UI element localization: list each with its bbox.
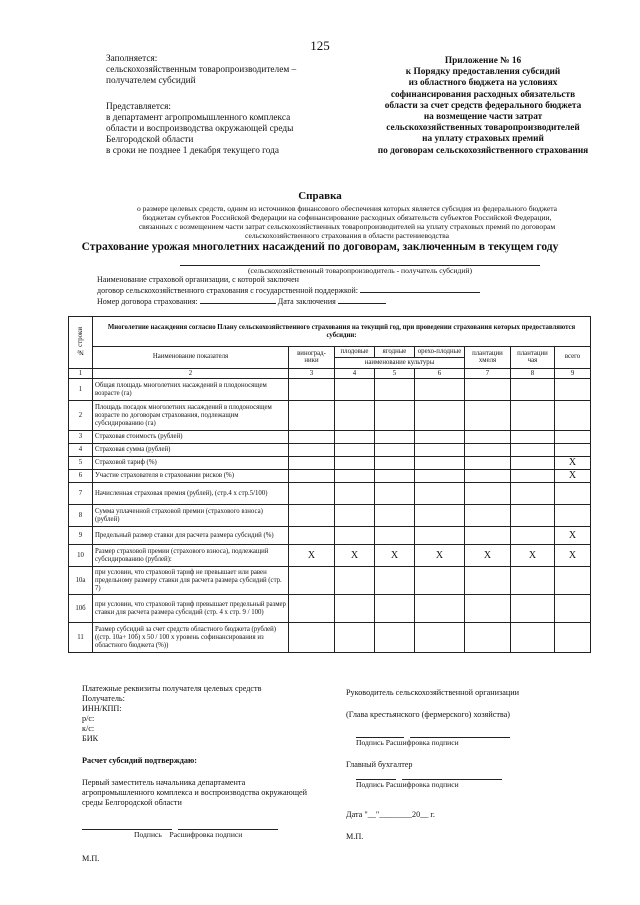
col-hops: плантации хмеля bbox=[465, 347, 511, 369]
table-row bbox=[69, 483, 591, 505]
official-decode-line[interactable] bbox=[178, 820, 278, 830]
table-row bbox=[69, 595, 591, 623]
table-row bbox=[69, 431, 591, 444]
bottom-left-block bbox=[82, 684, 322, 864]
row-number: 7 bbox=[69, 483, 93, 505]
date-field[interactable]: Дата "__"________20__ г. bbox=[346, 810, 435, 819]
value-cell[interactable] bbox=[289, 401, 335, 431]
filled-label: Заполняется: bbox=[106, 54, 158, 64]
value-cell[interactable] bbox=[511, 595, 555, 623]
value-cell[interactable] bbox=[511, 444, 555, 457]
filled-line: получателем субсидий bbox=[106, 76, 196, 87]
appendix-line: Приложение № 16 bbox=[444, 56, 522, 66]
page-number: 125 bbox=[310, 38, 330, 53]
table-row bbox=[69, 444, 591, 457]
row-number-header: № строки bbox=[69, 317, 93, 369]
column-number: 8 bbox=[511, 368, 555, 379]
value-cell[interactable] bbox=[335, 483, 375, 505]
insurer-label-cont: договор сельскохозяйственного страхования с государственной поддержкой: bbox=[97, 286, 359, 295]
value-cell[interactable] bbox=[465, 457, 511, 470]
excluded-cell: X bbox=[289, 545, 335, 567]
row-label: Общая площадь многолетних насаждений в плодоносящем возрасте (га) bbox=[93, 379, 289, 401]
value-cell[interactable] bbox=[465, 401, 511, 431]
value-cell[interactable] bbox=[335, 595, 375, 623]
table-row bbox=[69, 623, 591, 653]
subsidy-table bbox=[68, 316, 591, 653]
value-cell[interactable] bbox=[335, 567, 375, 595]
value-cell[interactable] bbox=[375, 567, 415, 595]
insurer-label: Наименование страховой организации, с которой заключен bbox=[97, 275, 299, 284]
row-number: 11 bbox=[69, 623, 93, 653]
document-subtitle bbox=[92, 204, 602, 240]
col-berry: ягодные bbox=[375, 347, 415, 358]
insurer-fill-line[interactable] bbox=[360, 285, 480, 293]
value-cell[interactable] bbox=[415, 457, 465, 470]
subtitle-line: бюджетам субъектов Российской Федерации на софинансирование расходных обязательств субъектов Российской Федерации, bbox=[142, 213, 552, 222]
bottom-right-block bbox=[346, 688, 596, 842]
col-nut: орехо-плодные bbox=[415, 347, 465, 358]
row-number: 9 bbox=[69, 527, 93, 545]
value-cell[interactable] bbox=[555, 595, 591, 623]
row-label: Размер страховой премии (страхового взноса), подлежащий субсидированию (рублей): bbox=[93, 545, 289, 567]
stamp-place: М.П. bbox=[82, 854, 100, 863]
value-cell[interactable] bbox=[335, 401, 375, 431]
value-cell[interactable] bbox=[289, 595, 335, 623]
confirm-label: Расчет субсидий подтверждаю: bbox=[82, 756, 197, 765]
contract-number-fill[interactable] bbox=[200, 296, 276, 304]
row-label: Страховая сумма (рублей) bbox=[93, 444, 289, 457]
value-cell[interactable] bbox=[375, 457, 415, 470]
rs-label: р/с: bbox=[82, 714, 95, 723]
column-number: 3 bbox=[289, 368, 335, 379]
value-cell[interactable] bbox=[375, 401, 415, 431]
row-number: 3 bbox=[69, 431, 93, 444]
head-title: Руководитель сельскохозяйственной организации bbox=[346, 688, 520, 697]
value-cell[interactable] bbox=[465, 595, 511, 623]
contract-fields bbox=[97, 275, 567, 307]
row-label: Начисленная страховая премия (рублей), (стр.4 х стр.5/100) bbox=[93, 483, 289, 505]
subtitle-line: связанных с возмещением части затрат сельскохозяйственных товаропроизводителей на уплату страховых премий по договорам bbox=[138, 222, 556, 231]
value-cell[interactable] bbox=[289, 470, 335, 483]
value-cell[interactable] bbox=[335, 457, 375, 470]
contract-date-fill[interactable] bbox=[338, 296, 386, 304]
appendix-line: на уплату страховых премий bbox=[422, 134, 544, 145]
excluded-cell: X bbox=[465, 545, 511, 567]
value-cell[interactable] bbox=[375, 527, 415, 545]
inn-label: ИНН/КПП: bbox=[82, 704, 122, 713]
value-cell[interactable] bbox=[415, 444, 465, 457]
value-cell[interactable] bbox=[511, 470, 555, 483]
column-number: 7 bbox=[465, 368, 511, 379]
table-row bbox=[69, 505, 591, 527]
document-title: Справка bbox=[298, 190, 342, 202]
head-sign-caption: Подпись Расшифровка подписи bbox=[356, 738, 459, 747]
excluded-cell: X bbox=[511, 545, 555, 567]
value-cell[interactable] bbox=[511, 401, 555, 431]
value-cell[interactable] bbox=[415, 401, 465, 431]
value-cell[interactable] bbox=[511, 623, 555, 653]
head-decode-line[interactable] bbox=[410, 728, 510, 738]
crops-caption: наименование культуры bbox=[335, 357, 465, 368]
value-cell[interactable] bbox=[415, 379, 465, 401]
accountant-label: Главный бухгалтер bbox=[346, 760, 413, 769]
value-cell[interactable] bbox=[555, 431, 591, 444]
official-title: Первый заместитель начальника департамента bbox=[82, 778, 246, 787]
value-cell[interactable] bbox=[335, 623, 375, 653]
value-cell[interactable] bbox=[511, 483, 555, 505]
appendix-line: к Порядку предоставления субсидий bbox=[405, 67, 561, 78]
contract-date-label: Дата заключения bbox=[277, 297, 336, 306]
ks-label: к/с: bbox=[82, 724, 95, 733]
row-label: при условии, что страховой тариф превышает предельный размер ставки для расчета размера субсидий (стр. 4 х стр. 9 / 100) bbox=[93, 595, 289, 623]
filled-line: сельскохозяйственным товаропроизводителем – bbox=[106, 65, 297, 76]
official-title: среды Белгородской области bbox=[82, 798, 182, 807]
value-cell[interactable] bbox=[375, 505, 415, 527]
value-cell[interactable] bbox=[375, 444, 415, 457]
value-cell[interactable] bbox=[289, 623, 335, 653]
row-number: 10 bbox=[69, 545, 93, 567]
appendix-block bbox=[352, 56, 614, 157]
value-cell[interactable] bbox=[335, 379, 375, 401]
recipient-caption: (сельскохозяйственный товаропроизводитель - получатель субсидий) bbox=[247, 266, 472, 275]
value-cell[interactable] bbox=[415, 505, 465, 527]
accountant-sign-caption: Подпись Расшифровка подписи bbox=[356, 780, 459, 789]
column-number: 9 bbox=[555, 368, 591, 379]
value-cell[interactable] bbox=[415, 595, 465, 623]
row-label: Участие страхователя в страховании рисков (%) bbox=[93, 470, 289, 483]
row-number: 10а bbox=[69, 567, 93, 595]
value-cell[interactable] bbox=[465, 379, 511, 401]
value-cell[interactable] bbox=[375, 483, 415, 505]
section-heading: Страхование урожая многолетних насаждений по договорам, заключенным в текущем году bbox=[81, 241, 559, 253]
table-row bbox=[69, 527, 591, 545]
value-cell[interactable] bbox=[465, 444, 511, 457]
row-label: Размер субсидий за счет средств областного бюджета (рублей) ((стр. 10а+ 10б) х 50 / 100 х уровень софинансирования из областного бюджета (%)) bbox=[93, 623, 289, 653]
appendix-line: из областного бюджета на условиях bbox=[408, 78, 558, 89]
excluded-cell: X bbox=[335, 545, 375, 567]
value-cell[interactable] bbox=[289, 567, 335, 595]
appendix-line: на возмещение части затрат bbox=[423, 112, 543, 123]
bik-label: БИК bbox=[82, 734, 99, 743]
subtitle-line: о размере целевых средств, одним из источников финансового обеспечения которых является субсидия из федерального бюджета bbox=[136, 204, 558, 213]
column-number: 1 bbox=[69, 368, 93, 379]
value-cell[interactable] bbox=[555, 623, 591, 653]
value-cell[interactable] bbox=[289, 483, 335, 505]
value-cell[interactable] bbox=[555, 379, 591, 401]
official-signature-line[interactable] bbox=[82, 820, 172, 830]
official-title: агропромышленного комплекса и воспроизводства окружающей bbox=[82, 788, 308, 797]
sign-caption: Подпись bbox=[134, 830, 162, 839]
row-label: Площадь посадок многолетних насаждений в плодоносящем возрасте по договорам страхования, подлежащим субсидированию (га) bbox=[93, 401, 289, 431]
submitted-line: в департамент агропромышленного комплекса bbox=[106, 112, 291, 123]
value-cell[interactable] bbox=[289, 505, 335, 527]
value-cell[interactable] bbox=[465, 567, 511, 595]
submitted-line: области и воспроизводства окружающей среды bbox=[106, 124, 294, 135]
accountant-decode-line[interactable] bbox=[402, 770, 502, 780]
value-cell[interactable] bbox=[511, 527, 555, 545]
table-row bbox=[69, 401, 591, 431]
excluded-cell: X bbox=[555, 457, 591, 470]
value-cell[interactable] bbox=[415, 527, 465, 545]
row-number: 2 bbox=[69, 401, 93, 431]
value-cell[interactable] bbox=[465, 483, 511, 505]
column-number: 4 bbox=[335, 368, 375, 379]
value-cell[interactable] bbox=[555, 444, 591, 457]
value-cell[interactable] bbox=[335, 505, 375, 527]
value-cell[interactable] bbox=[289, 527, 335, 545]
submitted-label: Представляется: bbox=[106, 101, 171, 112]
value-cell[interactable] bbox=[415, 567, 465, 595]
column-number: 2 bbox=[93, 368, 289, 379]
row-number: 1 bbox=[69, 379, 93, 401]
value-cell[interactable] bbox=[415, 623, 465, 653]
table-row bbox=[69, 567, 591, 595]
stamp-place: М.П. bbox=[346, 832, 364, 841]
value-cell[interactable] bbox=[375, 431, 415, 444]
table-row bbox=[69, 545, 591, 567]
recipient-label: Получатель: bbox=[82, 694, 125, 703]
row-label: при условии, что страховой тариф не превышает или равен предельному размеру ставки для расчета размера субсидий (стр. 7) bbox=[93, 567, 289, 595]
value-cell[interactable] bbox=[289, 379, 335, 401]
col-vineyards: виноград-ники bbox=[289, 347, 335, 369]
value-cell[interactable] bbox=[375, 623, 415, 653]
value-cell[interactable] bbox=[511, 379, 555, 401]
excluded-cell: X bbox=[555, 470, 591, 483]
table-top-header: Многолетние насаждения согласно Плану сельскохозяйственного страхования на текущий год, при проведении страхования которых предоставляются субсидии: bbox=[93, 317, 591, 347]
value-cell[interactable] bbox=[555, 567, 591, 595]
value-cell[interactable] bbox=[511, 505, 555, 527]
appendix-line: по договорам сельскохозяйственного страхования bbox=[377, 145, 589, 156]
row-number: 4 bbox=[69, 444, 93, 457]
table-row bbox=[69, 457, 591, 470]
appendix-line: софинансирования расходных обязательств bbox=[390, 89, 576, 100]
row-label: Страховой тариф (%) bbox=[93, 457, 289, 470]
submitted-line: в сроки не позднее 1 декабря текущего года bbox=[106, 146, 279, 157]
excluded-cell: X bbox=[415, 545, 465, 567]
accountant-signature-line[interactable] bbox=[356, 770, 396, 780]
value-cell[interactable] bbox=[335, 444, 375, 457]
row-label: Предельный размер ставки для расчета размера субсидий (%) bbox=[93, 527, 289, 545]
row-number: 5 bbox=[69, 457, 93, 470]
value-cell[interactable] bbox=[375, 470, 415, 483]
excluded-cell: X bbox=[555, 545, 591, 567]
appendix-line: области за счет средств федерального бюджета bbox=[384, 100, 582, 111]
table-row bbox=[69, 379, 591, 401]
value-cell[interactable] bbox=[555, 401, 591, 431]
decode-caption: Расшифровка подписи bbox=[169, 830, 243, 839]
value-cell[interactable] bbox=[511, 457, 555, 470]
value-cell[interactable] bbox=[335, 431, 375, 444]
value-cell[interactable] bbox=[289, 457, 335, 470]
value-cell[interactable] bbox=[335, 470, 375, 483]
value-cell[interactable] bbox=[415, 483, 465, 505]
row-label: Страховая стоимость (рублей) bbox=[93, 431, 289, 444]
value-cell[interactable] bbox=[289, 444, 335, 457]
row-number: 8 bbox=[69, 505, 93, 527]
value-cell[interactable] bbox=[511, 431, 555, 444]
indicator-name-header: Наименование показателя bbox=[93, 347, 289, 369]
value-cell[interactable] bbox=[375, 379, 415, 401]
row-number: 6 bbox=[69, 470, 93, 483]
value-cell[interactable] bbox=[465, 505, 511, 527]
table-row bbox=[69, 470, 591, 483]
col-total: всего bbox=[555, 347, 591, 369]
value-cell[interactable] bbox=[555, 505, 591, 527]
column-number: 6 bbox=[415, 368, 465, 379]
row-label: Сумма уплаченной страховой премии (страхового взноса) (рублей) bbox=[93, 505, 289, 527]
recipient-fill-line[interactable] bbox=[180, 256, 540, 266]
value-cell[interactable] bbox=[465, 470, 511, 483]
excluded-cell: X bbox=[555, 527, 591, 545]
value-cell[interactable] bbox=[511, 567, 555, 595]
left-header-block bbox=[106, 54, 346, 158]
head-signature-line[interactable] bbox=[356, 728, 404, 738]
value-cell[interactable] bbox=[465, 623, 511, 653]
value-cell[interactable] bbox=[375, 595, 415, 623]
column-numbers-row bbox=[69, 368, 591, 379]
value-cell[interactable] bbox=[415, 431, 465, 444]
contract-number-label: Номер договора страхования: bbox=[97, 297, 198, 306]
value-cell[interactable] bbox=[289, 431, 335, 444]
value-cell[interactable] bbox=[465, 527, 511, 545]
appendix-line: сельскохозяйственных товаропроизводителей bbox=[386, 123, 580, 134]
row-number: 10б bbox=[69, 595, 93, 623]
payment-title: Платежные реквизиты получателя целевых средств bbox=[82, 684, 262, 693]
submitted-line: Белгородской области bbox=[106, 135, 194, 146]
column-number: 5 bbox=[375, 368, 415, 379]
excluded-cell: X bbox=[375, 545, 415, 567]
col-fruit: плодовые bbox=[335, 347, 375, 358]
value-cell[interactable] bbox=[555, 483, 591, 505]
value-cell[interactable] bbox=[335, 527, 375, 545]
head-subtitle: (Глава крестьянского (фермерского) хозяйства) bbox=[346, 710, 511, 719]
value-cell[interactable] bbox=[465, 431, 511, 444]
subtitle-line: сельскохозяйственного страхования в области растениеводства bbox=[244, 231, 449, 240]
value-cell[interactable] bbox=[415, 470, 465, 483]
col-tea: плантации чая bbox=[511, 347, 555, 369]
